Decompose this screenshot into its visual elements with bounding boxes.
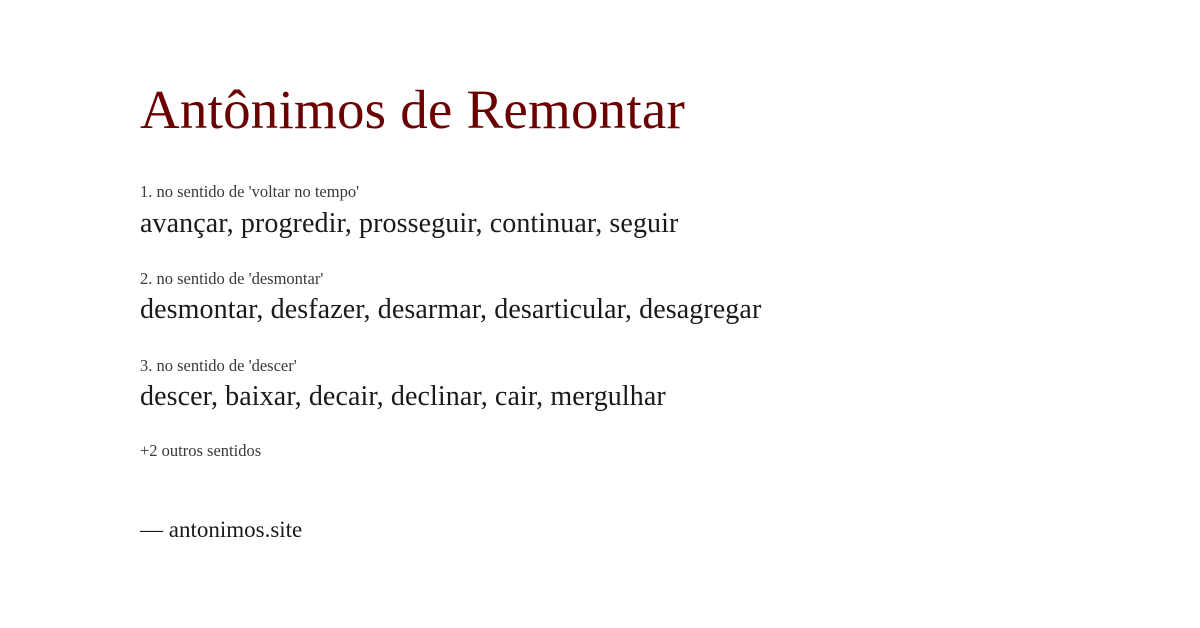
page-title: Antônimos de Remontar: [140, 79, 685, 140]
source-attribution: — antonimos.site: [140, 517, 303, 543]
sense-words: descer, baixar, decair, declinar, cair, mergulhar: [140, 380, 666, 412]
sense-label: 2. no sentido de 'desmontar': [140, 268, 324, 288]
sense-words: avançar, progredir, prosseguir, continuar, seguir: [140, 207, 679, 239]
sense-entry-1: [140, 181, 1200, 242]
senses-list: [140, 181, 1200, 415]
sense-entry-3: [140, 355, 1200, 416]
sense-words: desmontar, desfazer, desarmar, desarticular, desagregar: [140, 294, 762, 326]
sense-label: 1. no sentido de 'voltar no tempo': [140, 182, 360, 202]
more-senses-note: +2 outros sentidos: [140, 441, 262, 461]
sense-label: 3. no sentido de 'descer': [140, 355, 297, 375]
sense-entry-2: [140, 268, 1200, 329]
